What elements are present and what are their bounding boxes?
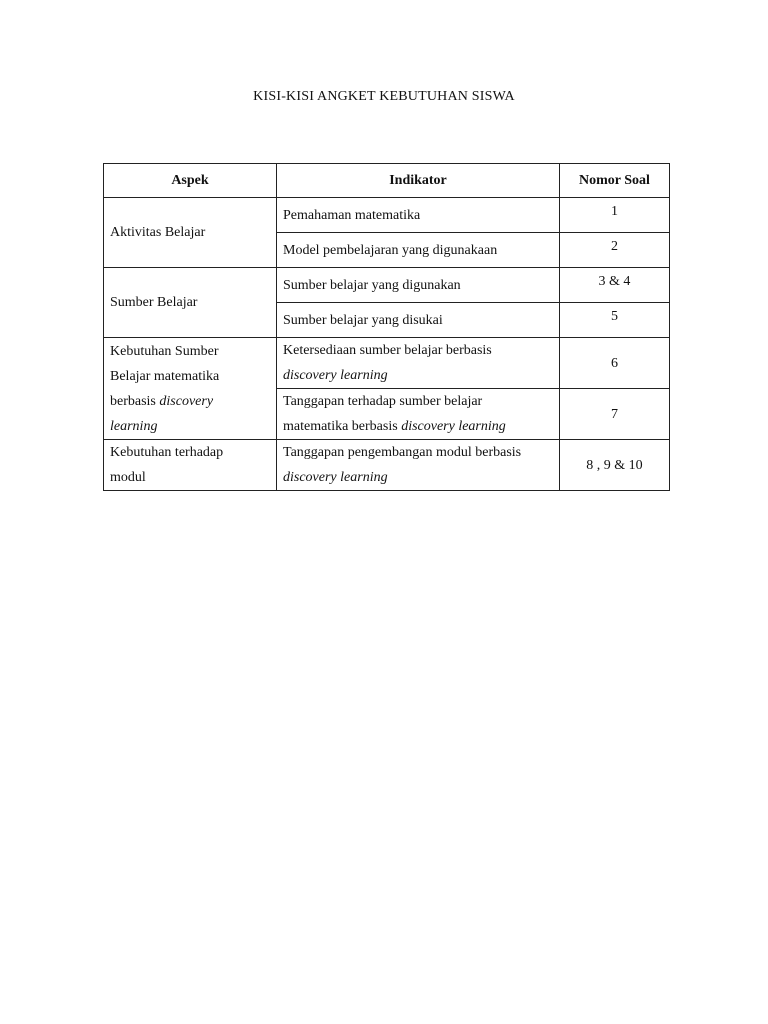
page-title: KISI-KISI ANGKET KEBUTUHAN SISWA <box>253 89 515 104</box>
header-aspek: Aspek <box>104 164 277 198</box>
table-row <box>104 198 670 233</box>
indikator-italic-text: discovery learning <box>401 419 506 434</box>
kisi-table <box>103 163 670 491</box>
aspek-line <box>110 414 270 439</box>
indikator-line: Ketersediaan sumber belajar berbasis <box>283 343 492 358</box>
indikator-cell: Sumber belajar yang digunakan <box>277 268 560 303</box>
aspek-cell: Aktivitas Belajar <box>104 198 277 268</box>
nomor-cell: 5 <box>560 303 670 338</box>
nomor-cell: 2 <box>560 233 670 268</box>
aspek-line <box>110 389 270 414</box>
indikator-line <box>283 465 553 490</box>
indikator-cell <box>277 338 560 389</box>
aspek-line: Belajar matematika <box>110 368 220 384</box>
nomor-cell: 1 <box>560 198 670 233</box>
indikator-cell: Sumber belajar yang disukai <box>277 303 560 338</box>
indikator-line: Tanggapan pengembangan modul berbasis <box>283 445 522 460</box>
aspek-italic-text: learning <box>110 418 158 434</box>
indikator-line <box>283 414 553 439</box>
indikator-text: matematika berbasis <box>283 419 402 434</box>
nomor-cell: 8 , 9 & 10 <box>560 440 670 491</box>
table-header-row <box>104 164 670 198</box>
indikator-cell <box>277 389 560 440</box>
table-row <box>104 268 670 303</box>
indikator-line: Tanggapan terhadap sumber belajar <box>283 394 483 409</box>
aspek-cell <box>104 440 277 491</box>
header-nomor-soal: Nomor Soal <box>560 164 670 198</box>
indikator-italic-text: discovery learning <box>283 470 388 485</box>
nomor-cell: 7 <box>560 389 670 440</box>
aspek-cell: Sumber Belajar <box>104 268 277 338</box>
table-row <box>104 338 670 389</box>
indikator-italic-text: discovery learning <box>283 368 388 383</box>
aspek-italic-text: discovery <box>159 393 214 409</box>
indikator-cell <box>277 440 560 491</box>
table-row <box>104 440 670 491</box>
nomor-cell: 6 <box>560 338 670 389</box>
aspek-text: berbasis <box>110 393 160 409</box>
indikator-line <box>283 363 553 388</box>
aspek-line: Kebutuhan terhadap <box>110 445 224 460</box>
indikator-cell: Model pembelajaran yang digunakaan <box>277 233 560 268</box>
header-indikator: Indikator <box>277 164 560 198</box>
aspek-line: Kebutuhan Sumber <box>110 343 219 359</box>
aspek-cell <box>104 338 277 440</box>
nomor-cell: 3 & 4 <box>560 268 670 303</box>
indikator-cell: Pemahaman matematika <box>277 198 560 233</box>
aspek-line: modul <box>110 470 146 485</box>
